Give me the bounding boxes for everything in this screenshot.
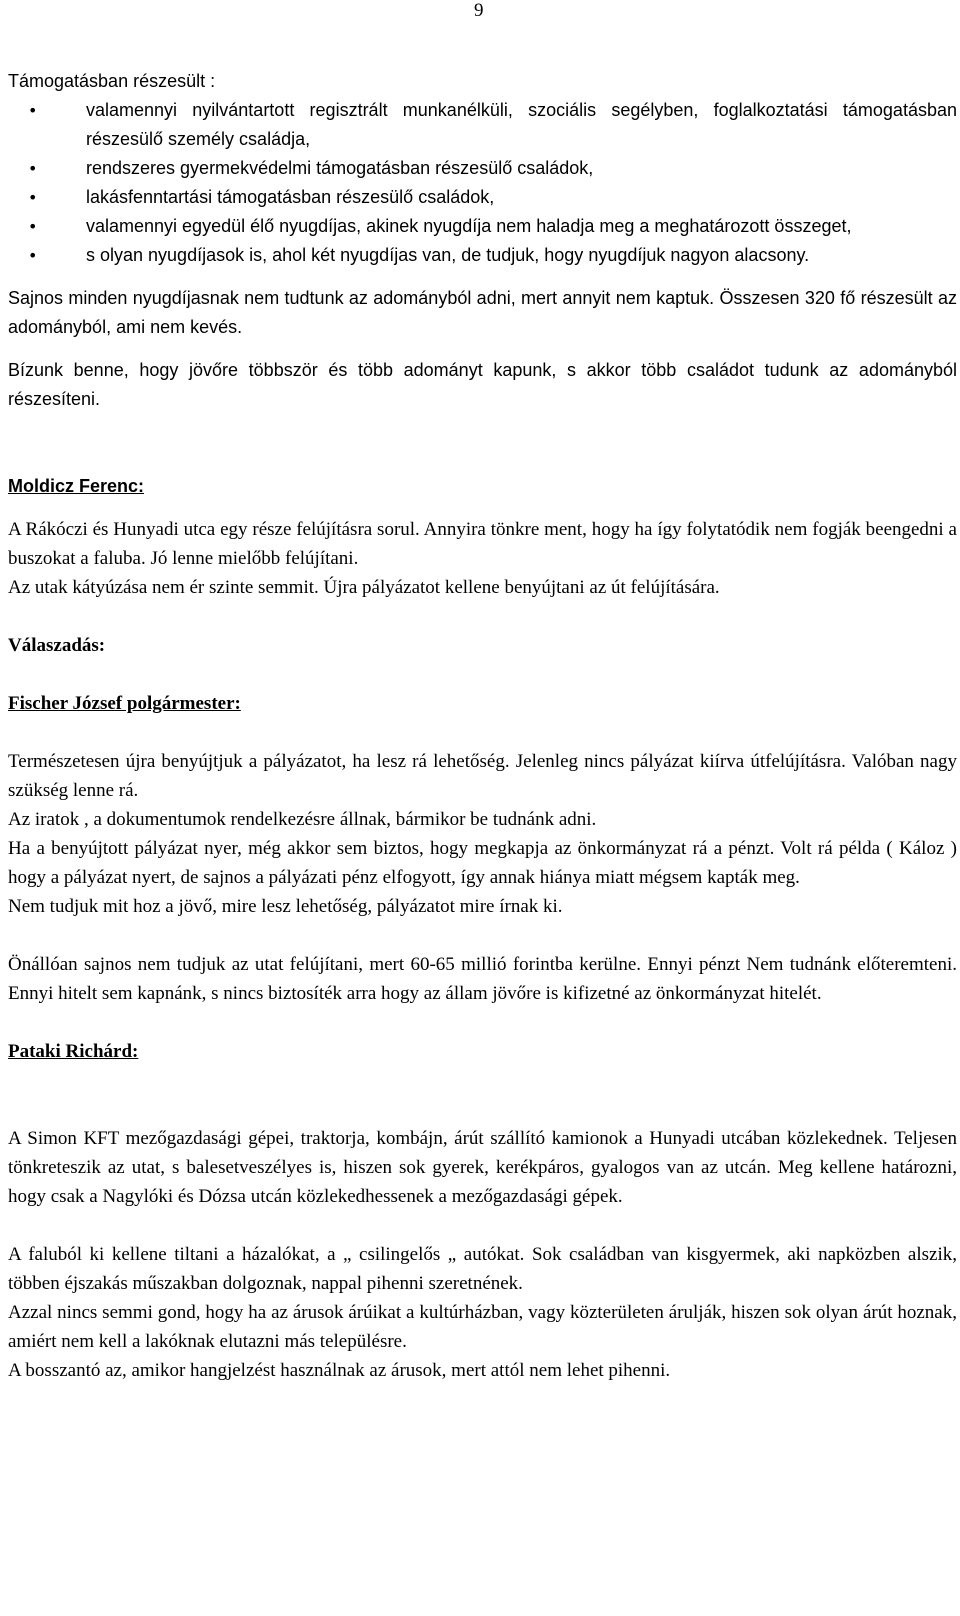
heading-moldicz: Moldicz Ferenc:	[8, 476, 145, 496]
paragraph-moldicz-1: A Rákóczi és Hunyadi utca egy része felújításra sorul. Annyira tönkre ment, hogy ha így folytatódik nem fogják beengedni a buszokat a faluba. Jó lenne mielőbb felújítani.	[8, 519, 957, 569]
paragraph-pataki-2: A faluból ki kellene tiltani a házalókat, a „ csilingelős „ autókat. Sok családban van kisgyermek, aki napközben alszik, többen éjszakás műszakban dolgoznak, nappal pihenni szeretnének.	[8, 1244, 957, 1294]
paragraph-fischer-5: Önállóan sajnos nem tudjuk az utat felújítani, mert 60-65 millió forintba kerülne. Ennyi pénzt Nem tudnánk előteremteni. Ennyi hitelt sem kapnánk, s nincs biztosíték arra hogy az állam jövőre is kifizetné az önkormányzat hitelét.	[8, 954, 957, 1004]
list-item: • lakásfenntartási támogatásban részesülő családok,	[86, 183, 957, 212]
list-item: • s olyan nyugdíjasok is, ahol két nyugdíjas van, de tudjuk, hogy nyugdíjuk nagyon alacsony.	[86, 241, 957, 270]
paragraph-fischer-1: Természetesen újra benyújtjuk a pályázatot, ha lesz rá lehetőség. Jelenleg nincs pályázat kiírva útfelújításra. Valóban nagy szükség lenne rá.	[8, 751, 957, 801]
paragraph-pataki-4: A bosszantó az, amikor hangjelzést használnak az árusok, mert attól nem lehet pihenni.	[8, 1360, 671, 1381]
document-body	[8, 67, 957, 1385]
page-number: 9	[474, 0, 484, 21]
beneficiaries-list	[8, 96, 957, 270]
list-item: • rendszeres gyermekvédelmi támogatásban részesülő családok,	[86, 154, 957, 183]
heading-valaszadas: Válaszadás:	[8, 635, 106, 656]
heading-pataki: Pataki Richárd:	[8, 1041, 139, 1062]
paragraph-bizunk: Bízunk benne, hogy jövőre többször és több adományt kapunk, s akkor több családot tudunk az adományból részesíteni.	[8, 360, 957, 409]
paragraph-fischer-3: Ha a benyújtott pályázat nyer, még akkor sem biztos, hogy megkapja az önkormányzat rá a pénzt. Volt rá példa ( Káloz ) hogy a pályázat nyert, de sajnos a pályázati pénz elfogyott, így annak hiánya miatt mégsem kapták meg.	[8, 838, 957, 888]
heading-fischer: Fischer József polgármester:	[8, 693, 241, 714]
list-item: • valamennyi nyilvántartott regisztrált munkanélküli, szociális segélyben, foglalkoztatási támogatásban részesülő személy családja,	[86, 96, 957, 154]
paragraph-sajnos: Sajnos minden nyugdíjasnak nem tudtunk az adományból adni, mert annyit nem kaptuk. Összesen 320 fő részesült az adományból, ami nem kevés.	[8, 288, 957, 337]
paragraph-fischer-4: Nem tudjuk mit hoz a jövő, mire lesz lehetőség, pályázatot mire írnak ki.	[8, 896, 563, 917]
paragraph-moldicz-2: Az utak kátyúzása nem ér szinte semmit. Újra pályázatot kellene benyújtani az út felújítására.	[8, 577, 720, 598]
paragraph-pataki-1: A Simon KFT mezőgazdasági gépei, traktorja, kombájn, árút szállító kamionok a Hunyadi utcában közlekednek. Teljesen tönkreteszik az utat, s balesetveszélyes is, hiszen sok gyerek, kerékpáros, gyalogos van az utcán. Meg kellene határozni, hogy csak a Nagylóki és Dózsa utcán közlekedhessenek a mezőgazdasági gépek.	[8, 1128, 957, 1207]
list-item: • valamennyi egyedül élő nyugdíjas, akinek nyugdíja nem haladja meg a meghatározott összeget,	[86, 212, 957, 241]
paragraph-pataki-3: Azzal nincs semmi gond, hogy ha az árusok árúikat a kultúrházban, vagy közterületen árulják, hiszen sok olyan árút hoznak, amiért nem kell a lakóknak elutazni más településre.	[8, 1302, 957, 1352]
paragraph-fischer-2: Az iratok , a dokumentumok rendelkezésre állnak, bármikor be tudnánk adni.	[8, 809, 597, 830]
intro-text: Támogatásban részesült :	[8, 71, 216, 91]
